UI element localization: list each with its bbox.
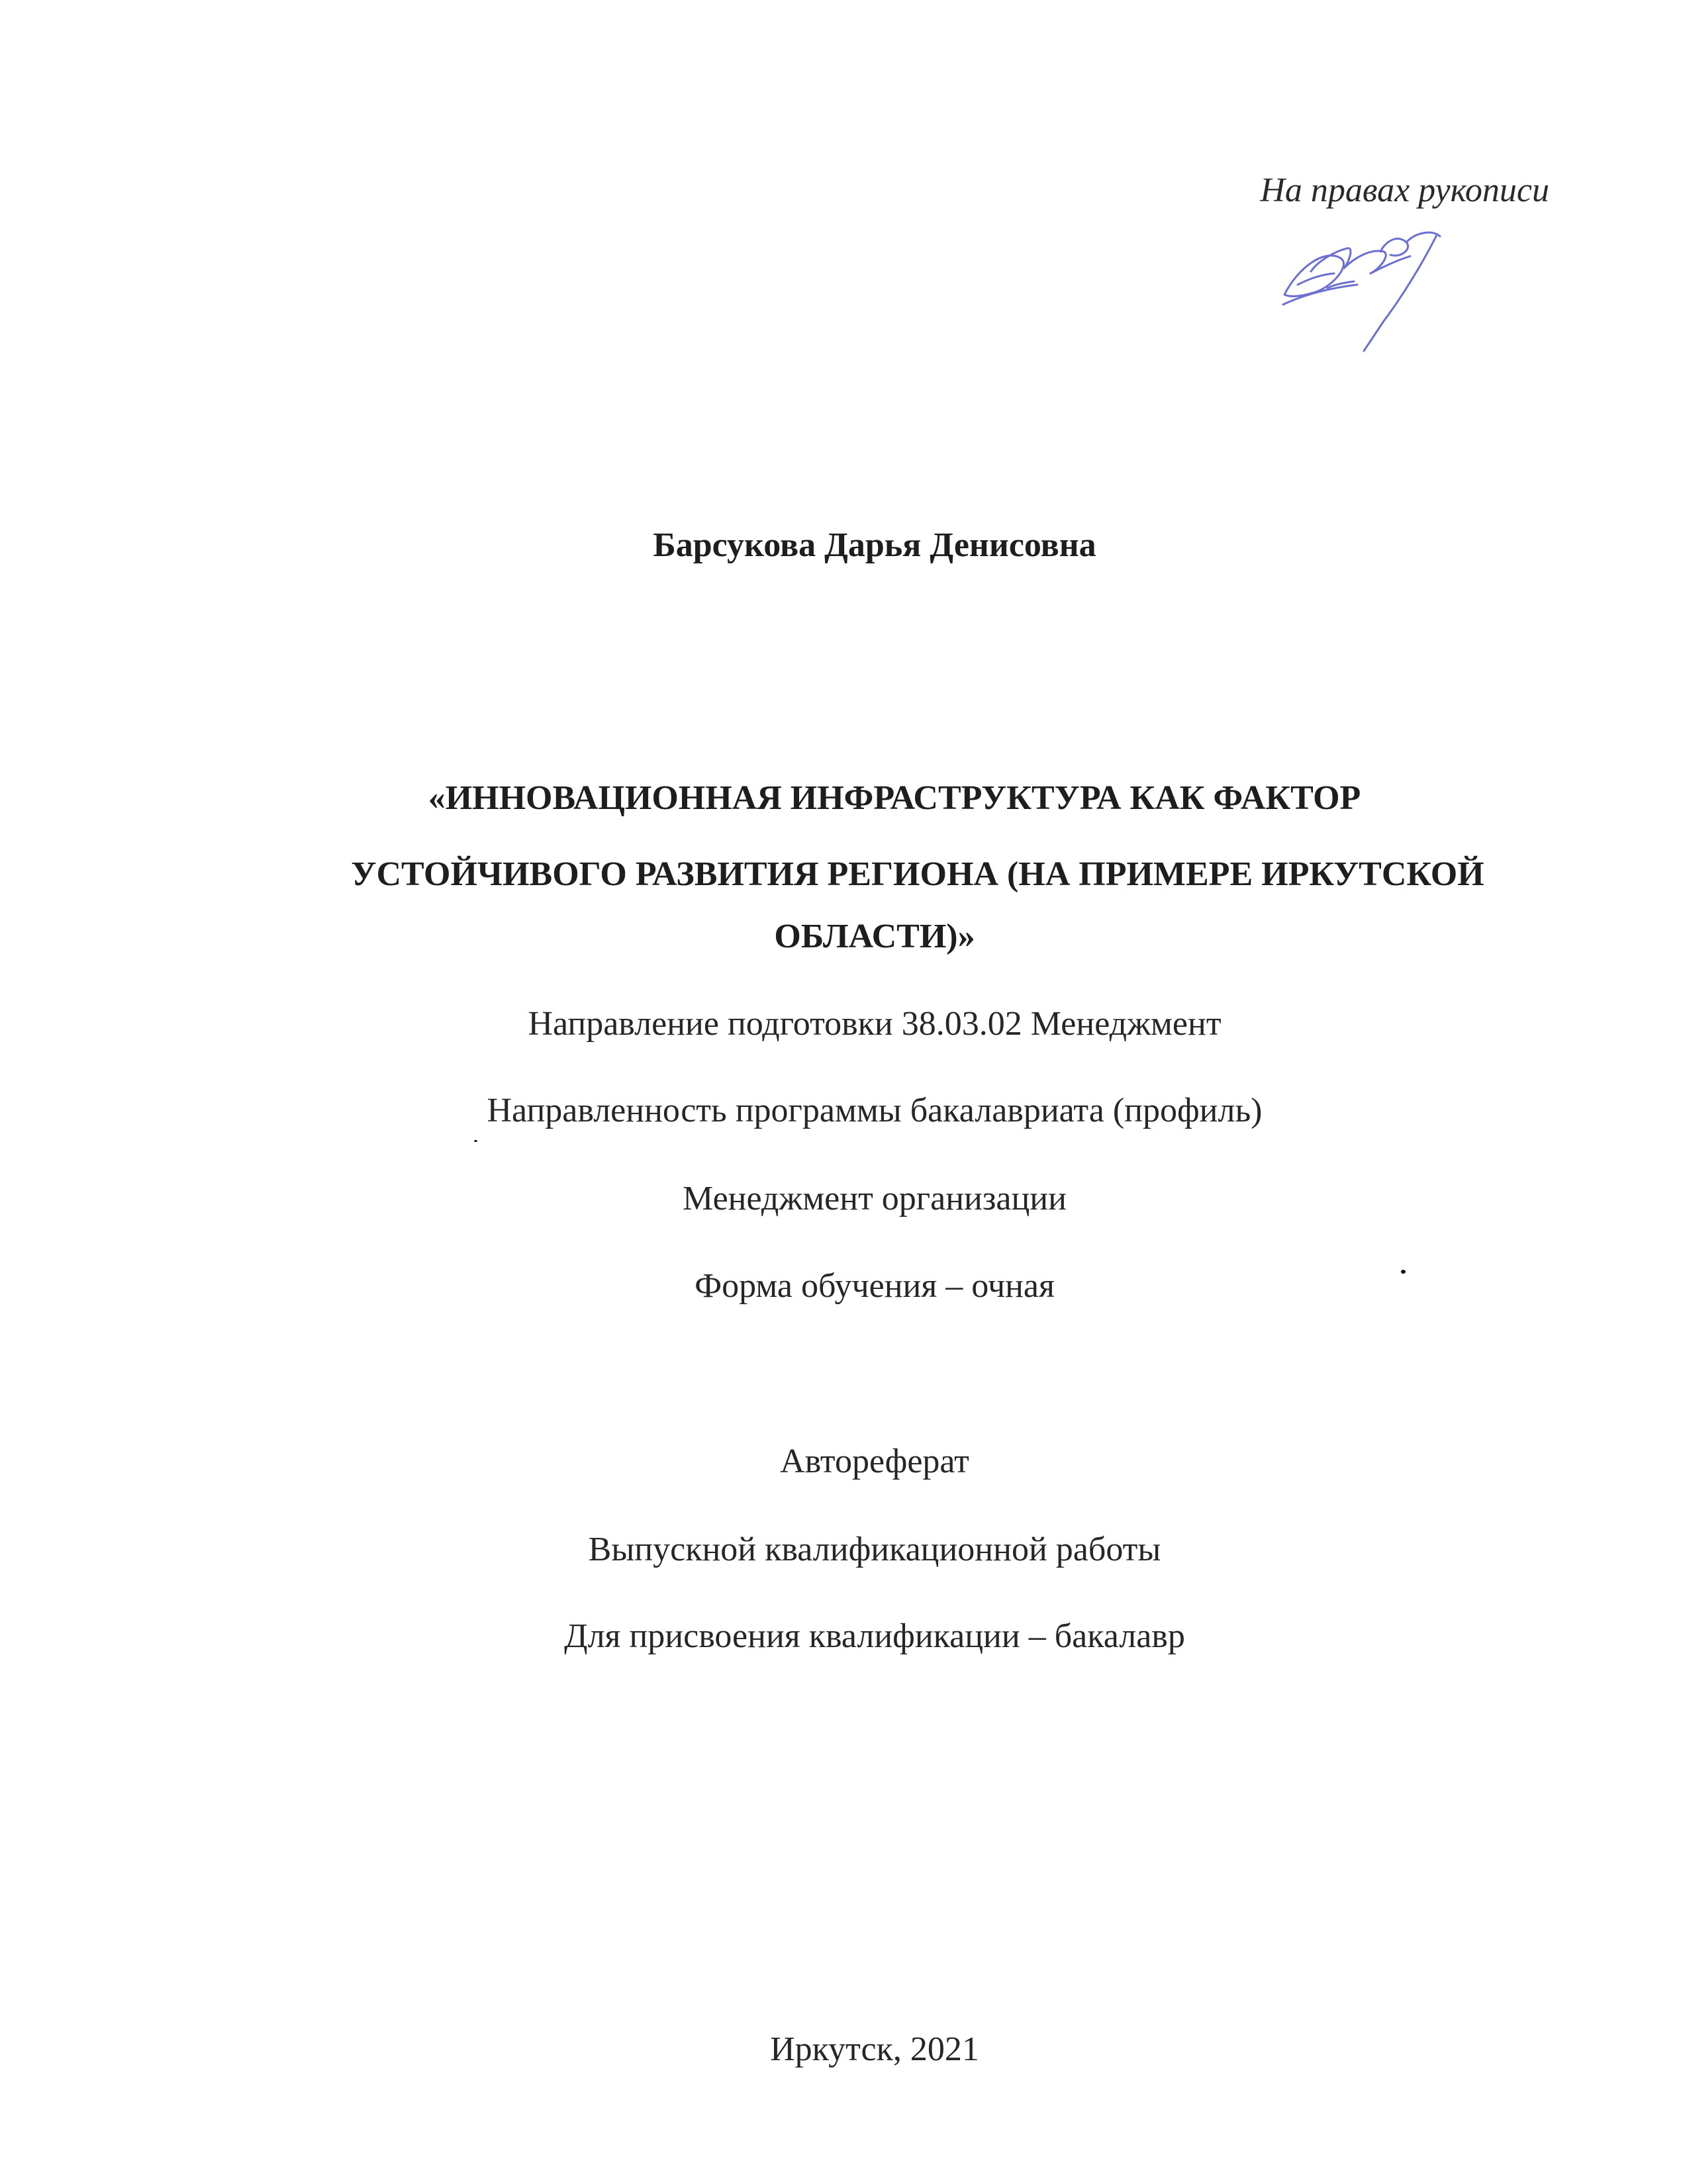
profile-line: Менеджмент организации	[683, 1180, 1067, 1217]
title-line-2: УСТОЙЧИВОГО РАЗВИТИЯ РЕГИОНА (НА ПРИМЕРЕ ИРКУТСКОЙ	[351, 855, 1484, 893]
handwritten-signature	[1271, 222, 1457, 354]
title-line-1: «ИННОВАЦИОННАЯ ИНФРАСТРУКТУРА КАК ФАКТОР	[428, 779, 1361, 817]
scan-speck	[474, 1140, 477, 1142]
scan-speck	[1401, 1270, 1406, 1274]
rights-note: На правах рукописи	[1260, 171, 1549, 209]
place-year: Иркутск, 2021	[770, 2030, 979, 2068]
title-line-3: ОБЛАСТИ)»	[774, 918, 975, 955]
author-name: Барсукова Дарья Денисовна	[653, 526, 1096, 564]
focus-line: Направленность программы бакалавриата (профиль)	[487, 1092, 1263, 1129]
work-type-line: Выпускной квалификационной работы	[588, 1531, 1161, 1568]
document-kind: Автореферат	[780, 1443, 969, 1480]
qualification-line: Для присвоения квалификации – бакалавр	[564, 1617, 1185, 1655]
study-form-line: Форма обучения – очная	[695, 1267, 1055, 1305]
direction-line: Направление подготовки 38.03.02 Менеджмент	[528, 1005, 1222, 1043]
